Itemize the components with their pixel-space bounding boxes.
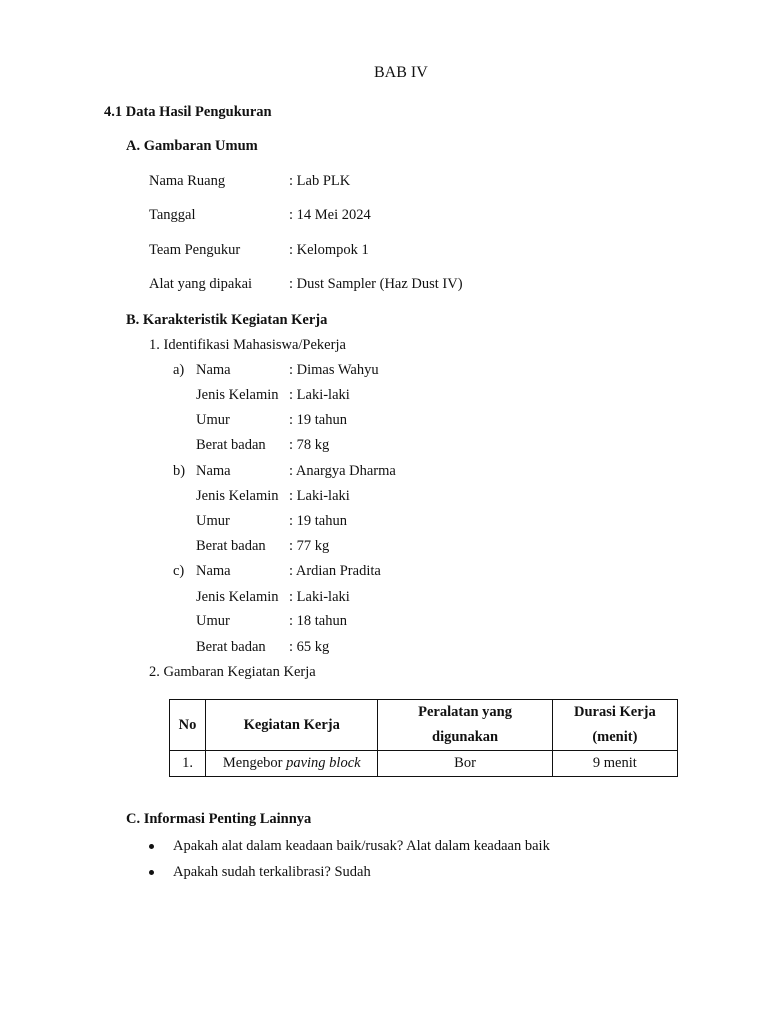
cell-durasi: 9 menit xyxy=(552,751,677,777)
worker-value: : 77 kg xyxy=(289,538,330,554)
list-item-2: 2. Gambaran Kegiatan Kerja xyxy=(149,664,316,680)
field-label: Nama Ruang xyxy=(149,173,226,189)
list-item-1: 1. Identifikasi Mahasiswa/Pekerja xyxy=(149,337,346,353)
worker-label: Berat badan xyxy=(196,538,266,554)
worker-value: : Laki-laki xyxy=(289,488,350,504)
field-value: : Kelompok 1 xyxy=(289,242,369,258)
worker-label: Jenis Kelamin xyxy=(196,488,279,504)
header-durasi-line1: Durasi Kerja xyxy=(573,704,656,720)
cell-kegiatan-plain: Mengebor xyxy=(222,755,287,772)
header-peralatan xyxy=(378,700,552,751)
worker-value: : 18 tahun xyxy=(289,613,347,629)
worker-label: Jenis Kelamin xyxy=(196,589,279,605)
field-label: Team Pengukur xyxy=(149,242,241,258)
field-value: : Lab PLK xyxy=(289,173,351,189)
table-row xyxy=(170,751,678,777)
field-label: Alat yang dipakai xyxy=(149,276,253,292)
field-value: : 14 Mei 2024 xyxy=(289,207,371,223)
field-label: Tanggal xyxy=(149,207,196,223)
worker-value: : Anargya Dharma xyxy=(289,463,396,479)
header-durasi-line2: (menit) xyxy=(592,729,638,745)
worker-label: Nama xyxy=(196,362,231,378)
bullet-icon xyxy=(149,870,154,875)
worker-label: Nama xyxy=(196,463,231,479)
worker-label: Nama xyxy=(196,563,231,579)
worker-marker: c) xyxy=(173,563,185,579)
worker-label: Berat badan xyxy=(196,437,266,453)
header-peralatan-line1: Peralatan yang xyxy=(418,704,512,720)
worker-label: Berat badan xyxy=(196,639,266,655)
worker-value: : 65 kg xyxy=(289,639,330,655)
section-title: 4.1 Data Hasil Pengukuran xyxy=(104,104,272,120)
worker-label: Jenis Kelamin xyxy=(196,387,279,403)
part-b-heading: B. Karakteristik Kegiatan Kerja xyxy=(126,312,328,328)
worker-label: Umur xyxy=(196,613,230,629)
header-durasi xyxy=(552,700,677,751)
field-value: : Dust Sampler (Haz Dust IV) xyxy=(289,276,463,292)
bullet-item: Apakah alat dalam keadaan baik/rusak? Alat dalam keadaan baik xyxy=(173,838,550,854)
cell-peralatan: Bor xyxy=(378,751,552,777)
activity-table xyxy=(169,699,678,777)
header-peralatan-line2: digunakan xyxy=(432,729,499,745)
worker-value: : 19 tahun xyxy=(289,412,347,428)
worker-label: Umur xyxy=(196,412,230,428)
cell-kegiatan-italic: paving block xyxy=(286,755,361,772)
cell-no: 1. xyxy=(170,751,206,777)
worker-value: : 78 kg xyxy=(289,437,330,453)
header-kegiatan: Kegiatan Kerja xyxy=(206,700,378,751)
cell-kegiatan xyxy=(206,751,378,777)
worker-value: : 19 tahun xyxy=(289,513,347,529)
worker-value: : Dimas Wahyu xyxy=(289,362,379,378)
bullet-item: Apakah sudah terkalibrasi? Sudah xyxy=(173,864,371,880)
worker-value: : Laki-laki xyxy=(289,387,350,403)
part-a-heading: A. Gambaran Umum xyxy=(126,138,258,154)
chapter-title: BAB IV xyxy=(374,64,428,81)
worker-value: : Ardian Pradita xyxy=(289,563,381,579)
header-no: No xyxy=(170,700,206,751)
worker-value: : Laki-laki xyxy=(289,589,350,605)
bullet-icon xyxy=(149,844,154,849)
worker-label: Umur xyxy=(196,513,230,529)
worker-marker: b) xyxy=(173,463,186,479)
part-c-heading: C. Informasi Penting Lainnya xyxy=(126,811,312,827)
table-header-row xyxy=(170,700,678,751)
worker-marker: a) xyxy=(173,362,185,378)
